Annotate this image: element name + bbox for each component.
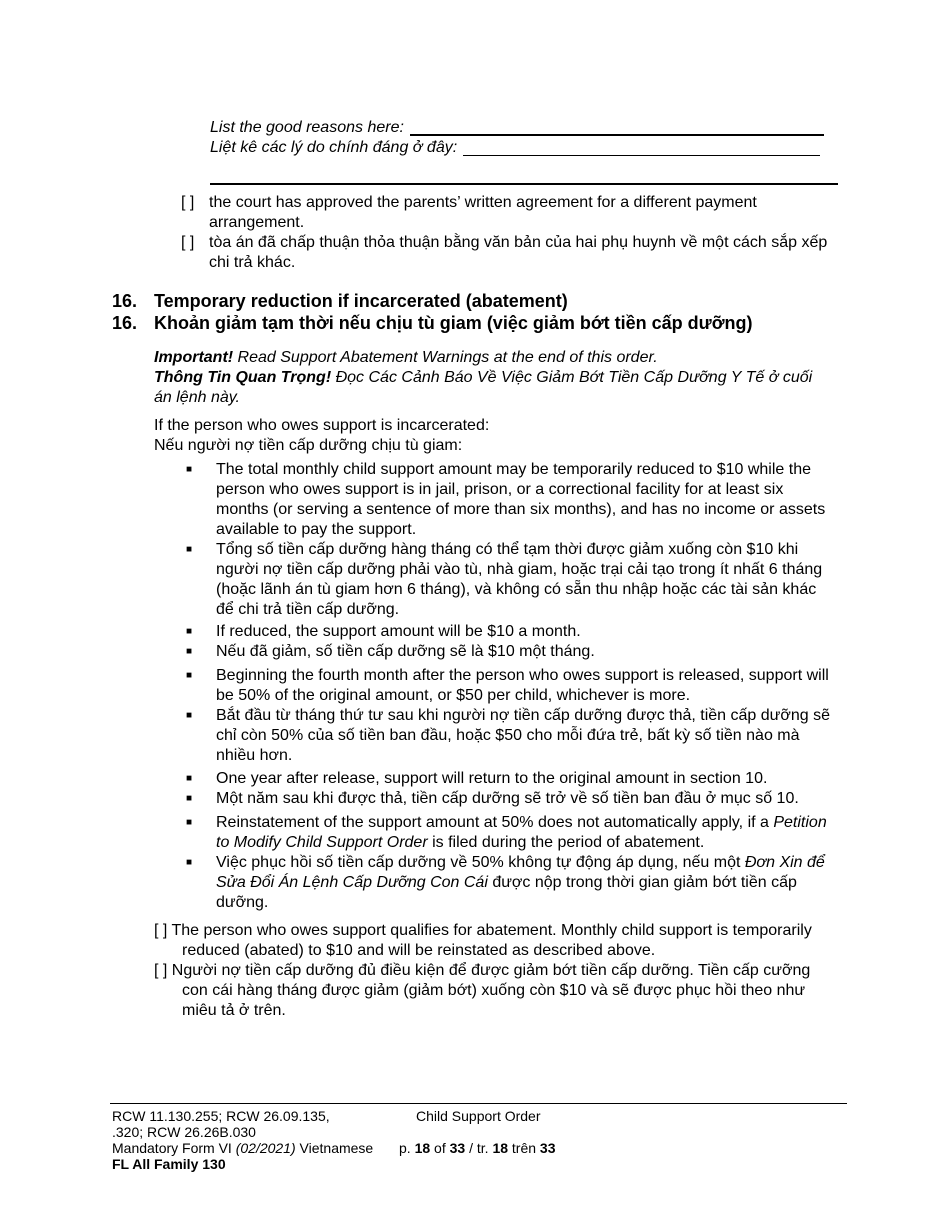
bullet-icon: ■ xyxy=(186,773,193,784)
section-heading-vi xyxy=(112,313,752,333)
intro-en: If the person who owes support is incarcerated: xyxy=(154,417,490,434)
footer-page-number: p. 18 of 33 / tr. 18 trên 33 xyxy=(399,1140,556,1156)
reasons-blank-en[interactable] xyxy=(410,134,824,136)
bullet-icon: ■ xyxy=(186,646,193,657)
bullet-item: ■ Việc phục hồi số tiền cấp dưỡng về 50% không tự động áp dụng, nếu một Đơn Xin để Sửa Đổi Án Lệnh Cấp Dưỡng Con Cái được nộp trong thời gian giảm bớt tiền cấp dưỡng. xyxy=(186,854,825,911)
reasons-row-vi xyxy=(210,138,820,158)
footer-form: Mandatory Form VI (02/2021) Vietnamese xyxy=(112,1140,374,1156)
intro xyxy=(154,416,834,456)
check-option-vi[interactable] xyxy=(181,233,851,273)
bullet-item: ■ If reduced, the support amount will be $10 a month. xyxy=(186,623,581,640)
bullet-item: ■ Reinstatement of the support amount at 50% does not automatically apply, if a Petition to Modify Child Support Order is filed during the period of abatement. xyxy=(186,814,827,851)
reasons-label-vi: Liệt kê các lý do chính đáng ở đây: xyxy=(210,139,458,156)
reasons-row-en xyxy=(210,118,824,138)
bullet-icon: ■ xyxy=(186,670,193,681)
reasons-blank-extra[interactable] xyxy=(210,183,838,185)
checkbox[interactable]: [ ] xyxy=(181,194,195,211)
bullet-item: ■ Nếu đã giảm, số tiền cấp dưỡng sẽ là $10 một tháng. xyxy=(186,643,595,660)
bullet-icon: ■ xyxy=(186,817,193,828)
check-option-text: tòa án đã chấp thuận thỏa thuận bằng văn bản của hai phụ huynh về một cách sắp xếp chi trả khác. xyxy=(209,234,828,271)
bullet-item: ■ Tổng số tiền cấp dưỡng hàng tháng có thể tạm thời được giảm xuống còn $10 khi người nợ tiền cấp dưỡng phải vào tù, nhà giam, hoặc trại cải tạo trong ít nhất 6 tháng (hoặc lãnh án tù giam hơn 6 tháng), và không có sẵn thu nhập hoặc các tài sản khác để chi trả tiền cấp dưỡng. xyxy=(186,541,823,618)
qualify-option-en[interactable]: [ ] The person who owes support qualifies for abatement. Monthly child support is temporarily reduced (abated) to $10 and will be reinstated as described above. xyxy=(154,922,812,959)
bullet-item: ■ Bắt đầu từ tháng thứ tư sau khi người nợ tiền cấp dưỡng được thả, tiền cấp dưỡng sẽ chỉ còn 50% của số tiền ban đầu, hoặc $50 cho mỗi đứa trẻ, bất kỳ số tiền nào mà nhiều hơn. xyxy=(186,707,830,764)
bullet-icon: ■ xyxy=(186,793,193,804)
important-notice xyxy=(154,348,824,408)
bullet-icon: ■ xyxy=(186,626,193,637)
footer-citation xyxy=(112,1108,412,1172)
reasons-label-en: List the good reasons here: xyxy=(210,119,404,136)
section-number: 16. xyxy=(112,313,138,333)
bullet-icon: ■ xyxy=(186,464,193,475)
bullet-item: ■ One year after release, support will return to the original amount in section 10. xyxy=(186,770,768,787)
important-vi: Thông Tin Quan Trọng! Đọc Các Cảnh Báo Về Việc Giảm Bớt Tiền Cấp Dưỡng Y Tế ở cuối án lệnh này. xyxy=(154,369,813,406)
footer-doc-title: Child Support Order xyxy=(416,1108,541,1124)
qualify-option-vi[interactable]: [ ] Người nợ tiền cấp dưỡng đủ điều kiện để được giảm bớt tiền cấp dưỡng. Tiền cấp cưỡng con cái hàng tháng được giảm (giảm bớt) xuống còn $10 và sẽ được phục hồi theo như miêu tả ở trên. xyxy=(154,962,811,1019)
checkbox[interactable]: [ ] xyxy=(181,234,195,251)
footer-rcw-1: RCW 11.130.255; RCW 26.09.135, xyxy=(112,1108,330,1124)
bullet-item: ■ The total monthly child support amount may be temporarily reduced to $10 while the person who owes support is in jail, prison, or a correctional facility for at least six months (or serving a sentence of more than six months), and has no income or assets available to pay the support. xyxy=(186,461,826,538)
check-option-en[interactable] xyxy=(181,193,851,233)
bullet-icon: ■ xyxy=(186,710,193,721)
section-title-vi: Khoản giảm tạm thời nếu chịu tù giam (việc giảm bớt tiền cấp dưỡng) xyxy=(154,313,753,333)
footer-divider xyxy=(110,1103,847,1104)
intro-vi: Nếu người nợ tiền cấp dưỡng chịu tù giam: xyxy=(154,437,463,454)
bullet-item: ■ Một năm sau khi được thả, tiền cấp dưỡng sẽ trở về số tiền ban đầu ở mục số 10. xyxy=(186,790,799,807)
important-en: Important! Read Support Abatement Warnings at the end of this order. xyxy=(154,349,658,366)
reasons-blank-vi[interactable] xyxy=(463,155,820,156)
section-number: 16. xyxy=(112,291,138,311)
section-heading-en xyxy=(112,291,568,311)
section-title-en: Temporary reduction if incarcerated (abatement) xyxy=(154,291,568,311)
footer-rcw-2: .320; RCW 26.26B.030 xyxy=(112,1124,256,1140)
footer-form-id: FL All Family 130 xyxy=(112,1156,226,1172)
bullet-icon: ■ xyxy=(186,544,193,555)
check-option-text: the court has approved the parents’ written agreement for a different payment arrangement. xyxy=(209,194,757,231)
bullet-icon: ■ xyxy=(186,857,193,868)
bullet-item: ■ Beginning the fourth month after the person who owes support is released, support will be 50% of the original amount, or $50 per child, whichever is more. xyxy=(186,667,829,704)
